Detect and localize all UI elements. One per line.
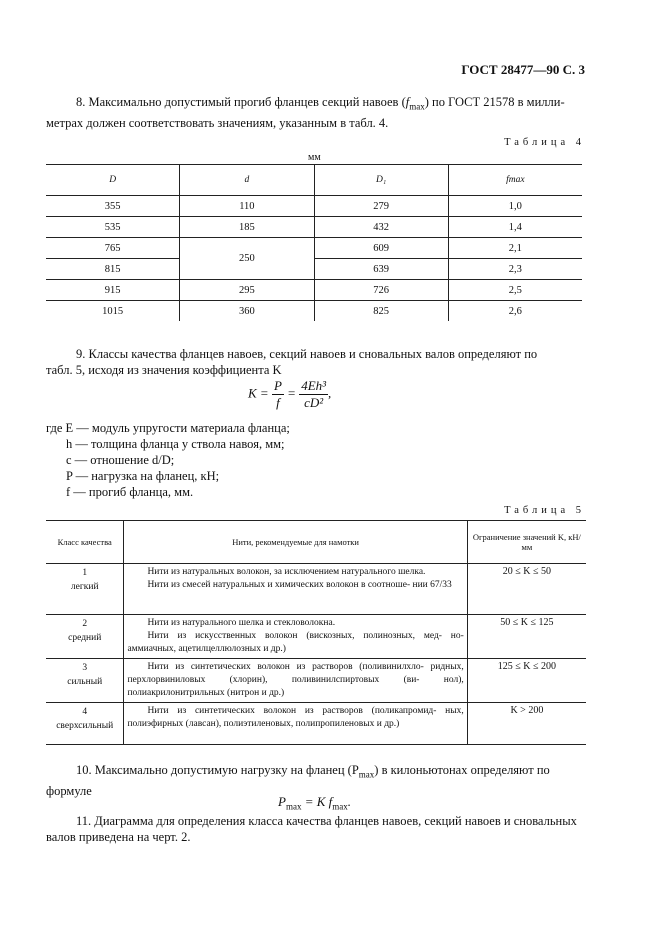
table4-cell: 432 [314, 217, 448, 238]
table-row [46, 703, 586, 745]
table4-cell: 825 [314, 301, 448, 322]
table4-header-D: D [46, 165, 180, 196]
table5-class-cell [46, 659, 124, 703]
para11-line1: 11. Диаграмма для определения класса качества фланцев навоев, секций навоев и сновальных [76, 814, 577, 828]
table-row [46, 238, 582, 259]
table4-cell: 609 [314, 238, 448, 259]
thread-text: Нити из синтетических волокон из растворов (поликапромид- ных, полиэфирных (лавсан), полиэтиленовых, полипропиленовых и др.) [127, 706, 464, 729]
table4-header-fmax: fmax [448, 165, 582, 196]
para10-text-rest: ) в килоньютонах определяют по [374, 763, 550, 777]
table5-limit-cell: K > 200 [467, 703, 586, 745]
page-header: ГОСТ 28477—90 С. 3 [461, 62, 585, 77]
formula9-fraction2 [299, 378, 328, 411]
formula9-eq: = [287, 385, 296, 401]
table5-threads-cell [124, 659, 467, 703]
table-row [46, 259, 582, 280]
formula10-lhs: P [278, 794, 286, 809]
table-row [46, 217, 582, 238]
para9-line2: табл. 5, исходя из значения коэффициента K [46, 363, 282, 377]
para11-line2: валов приведена на черт. 2. [46, 830, 191, 844]
paragraph-9 [46, 346, 586, 378]
table4-header-D1: D₁ [314, 165, 448, 196]
table4-cell: 279 [314, 196, 448, 217]
para9-line1: 9. Классы качества фланцев навоев, секций навоев и сновальных валов определяют по [76, 347, 538, 361]
para10-sub: max [358, 769, 375, 780]
table-row [46, 615, 586, 659]
thread-text: Нити из синтетических волокон из растворов (поливинилхло- ридных, перхлорвиниловых (хлорин), поливинилспиртовых (ви- нол), полиакрилонитрильных (нитрон и др.) [127, 662, 464, 698]
formula9-den2: cD² [304, 395, 324, 410]
class-number: 4 [82, 707, 88, 717]
class-label: сверхсильный [56, 721, 114, 731]
para10-text: 10. Максимально допустимую нагрузку на фланец (P [76, 763, 359, 777]
paragraph-8 [46, 94, 586, 131]
class-number: 3 [82, 663, 88, 673]
table5-header-row [46, 521, 586, 564]
table-row [46, 196, 582, 217]
table4-cell: 1,4 [448, 217, 582, 238]
table5-class-cell [46, 703, 124, 745]
formula10-tail: . [347, 794, 352, 809]
thread-text: Нити из натуральных волокон, за исключением натурального шелка. [147, 567, 426, 577]
table4-cell: 765 [46, 238, 180, 259]
table5-limit-cell: 50 ≤ K ≤ 125 [467, 615, 586, 659]
para8-symbol: f [405, 95, 410, 109]
class-label: средний [68, 633, 102, 643]
table4-cell: 110 [180, 196, 314, 217]
table5-limit-cell: 20 ≤ K ≤ 50 [467, 564, 586, 615]
table4-cell: 1,0 [448, 196, 582, 217]
table4-cell: 726 [314, 280, 448, 301]
table4-cell: 355 [46, 196, 180, 217]
formula9-num1: P [273, 378, 282, 393]
table4-header-d: d [180, 165, 314, 196]
formula9-fraction1 [272, 378, 284, 411]
para8-sub: max [409, 101, 425, 112]
formula-10 [278, 794, 351, 812]
class-label: легкий [70, 582, 99, 592]
para8-text: 8. Максимально допустимый прогиб фланцев секций навоев ( [76, 95, 406, 109]
para8-text-rest: ) по ГОСТ 21578 в милли- [424, 95, 565, 109]
symbol-legend [46, 420, 446, 500]
legend-item: h — толщина фланца у ствола навоя, мм; [66, 437, 285, 451]
table4-cell: 1015 [46, 301, 180, 322]
paragraph-11 [46, 813, 586, 845]
para10-line2: формуле [46, 783, 92, 798]
table4-header-row [46, 165, 582, 196]
table-row [46, 659, 586, 703]
thread-text: Нити из смесей натуральных и химических волокон в соотноше- нии 67/33 [147, 580, 452, 590]
thread-text: Нити из искусственных волокон (вискозных, полинозных, мед- но-аммиачных, ацетилцеллюлозных и др.) [127, 631, 464, 654]
table5-header-threads: Нити, рекомендуемые для намотки [124, 521, 467, 564]
table4-cell: 535 [46, 217, 180, 238]
table4-cell: 2,5 [448, 280, 582, 301]
table4-unit: мм [308, 152, 321, 163]
formula10-sub: max [285, 801, 302, 812]
table4-cell: 639 [314, 259, 448, 280]
table5-header-class: Класс качества [46, 521, 124, 564]
table4-cell: 2,6 [448, 301, 582, 322]
table5-threads-cell [124, 703, 467, 745]
table4-cell: 815 [46, 259, 180, 280]
table4-cell-merged: 250 [180, 238, 314, 280]
table4-cell: 2,3 [448, 259, 582, 280]
class-number: 1 [82, 568, 88, 578]
table-4 [46, 164, 582, 321]
formula10-sub2: max [332, 801, 348, 812]
table-row [46, 301, 582, 322]
table-row [46, 280, 582, 301]
table5-limit-cell: 125 ≤ K ≤ 200 [467, 659, 586, 703]
formula9-tail: , [328, 385, 332, 401]
table5-caption: Таблица 5 [504, 505, 585, 516]
table5-threads-cell [124, 564, 467, 615]
para8-line2: метрах должен соответствовать значениям, указанным в табл. 4. [46, 115, 389, 130]
table4-cell: 2,1 [448, 238, 582, 259]
table5-threads-cell [124, 615, 467, 659]
table4-cell: 295 [180, 280, 314, 301]
legend-item: f — прогиб фланца, мм. [66, 485, 194, 499]
table-5 [46, 520, 586, 745]
class-number: 2 [82, 619, 88, 629]
class-label: сильный [67, 677, 103, 687]
table4-cell: 915 [46, 280, 180, 301]
formula9-num2: 4Eh³ [301, 378, 327, 393]
table4-caption: Таблица 4 [504, 137, 585, 148]
legend-item: P — нагрузка на фланец, кН; [66, 469, 220, 483]
formula-9 [248, 378, 331, 411]
thread-text: Нити из натурального шелка и стекловолокна. [147, 618, 336, 628]
table4-cell: 185 [180, 217, 314, 238]
table5-class-cell [46, 564, 124, 615]
legend-item: c — отношение d/D; [66, 453, 175, 467]
legend-item: где E — модуль упругости материала фланца; [46, 421, 290, 435]
formula9-den1: f [276, 395, 280, 410]
formula10-mid: = K f [301, 794, 333, 809]
formula9-lhs: K = [248, 385, 269, 401]
table5-header-limit: Ограничение значений K, кН/мм [467, 521, 586, 564]
table4-cell: 360 [180, 301, 314, 322]
table-row [46, 564, 586, 615]
table5-class-cell [46, 615, 124, 659]
